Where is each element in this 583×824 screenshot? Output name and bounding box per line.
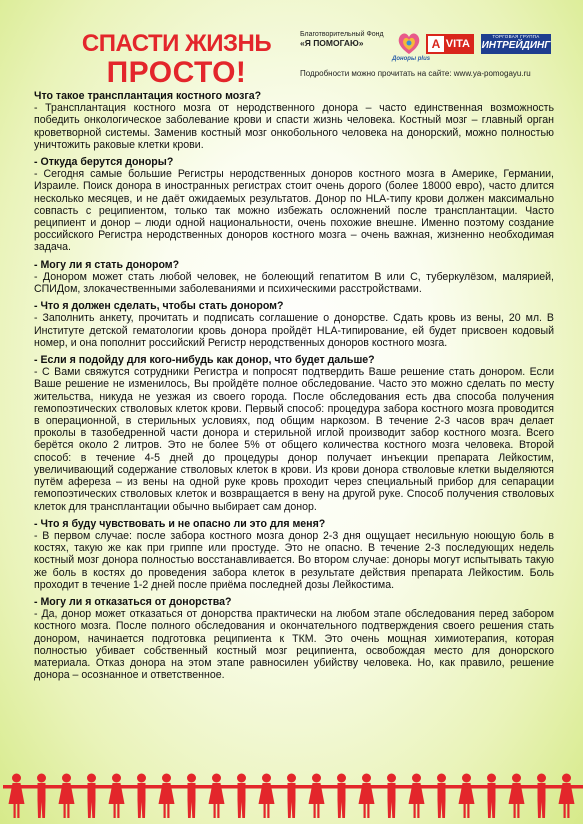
header xyxy=(0,0,583,88)
paper-person-icon xyxy=(528,774,555,819)
faq-answer: - Донором может стать любой человек, не болеющий гепатитом В или С, туберкулёзом, малярией, СПИДом, злокачественными заболеваниями и психическими расстройствами. xyxy=(34,270,554,296)
fund-logo-caption: Доноры plus xyxy=(392,56,431,62)
faq-section xyxy=(34,259,554,296)
fund-caption: Благотворительный Фонд xyxy=(300,31,384,38)
paper-person-icon xyxy=(453,774,480,819)
paper-person-icon xyxy=(578,774,583,819)
faq-question: - Если я подойду для кого-нибудь как донор, что будет дальше? xyxy=(34,354,375,367)
paper-person-icon xyxy=(178,774,205,819)
faq-section xyxy=(34,300,554,349)
paper-person-icon xyxy=(153,774,180,819)
intertrading-logo xyxy=(481,34,551,54)
paper-person-icon xyxy=(253,774,280,819)
faq-answer: - Да, донор может отказаться от донорства практически на любом этапе обследования перед забором костного мозга. После полного обследования и окончательного подтверждения своего решения стать донором, начинается подготовка реципиента к ТКМ. Это очень мощная химиотерапия, которая полностью убивает собственный костный мозг реципиента, освобождая место для донорского материала. Отказ донора на этом этапе равносилен убийству человека. Но, как правило, решение донора – осознанное и ответственное. xyxy=(34,608,554,682)
paper-people-chain xyxy=(0,770,583,824)
paper-person-icon xyxy=(278,774,305,819)
faq-question: - Могу ли я стать донором? xyxy=(34,258,180,271)
faq-section xyxy=(34,156,554,254)
faq-section xyxy=(34,518,554,591)
faq-question: Что такое трансплантация костного мозга? xyxy=(34,90,262,102)
faq-answer: - С Вами свяжутся сотрудники Регистра и попросят подтвердить Ваше решение стать донором. Если Ваше решение не изменилось, Вы пройдёте полное обследование. Часто это можно сделать по месту жительства, никуда не уезжая из своего города. После обследования есть два способа получения гемопоэтических стволовых клеток крови. Первый способ: процедура забора костного мозга проводится в операционной, в стерильных условиях, под общим наркозом. В течение 2-3 часов врач делает проколы в тазобедренной части донора и стерильной иглой производит забор костного мозга. Всего берётся около 2 литров. Это не более 5% от общего количества костного мозга человека. Второй способ: в течение 4-5 дней до процедуры донор получает инъекции препарата Лейкостим, увеличивающий содержание стволовых клеток в крови. Из крови донора стволовые клетки выделяются путём афереза – из вены на одной руке кровь проходит через специальный прибор для сепарации гемопоэтических стволовых клеток и возвращается в вену на другой руке. Способ получения стволовых клеток для трансплантации обычно выбирает сам донор. xyxy=(34,366,554,513)
paper-person-icon xyxy=(378,774,405,819)
paper-person-icon xyxy=(203,774,230,819)
paper-person-icon xyxy=(553,774,580,819)
faq-question: - Что я должен сделать, чтобы стать донором? xyxy=(34,300,284,313)
paper-person-icon xyxy=(128,774,155,819)
avita-logo-text: VITA xyxy=(445,38,470,50)
paper-person-icon xyxy=(103,774,130,819)
faq-answer: - В первом случае: после забора костного мозга донор 2-3 дня ощущает несильную ноющую боль в костях, такую же как при гриппе или простуде. Это не опасно. В течение 2-3 последующих недель костный мозг донора полностью восстанавливается. Во втором случае: доноры могут испытывать такую же боль в костях до проведения забора клеток в результате действия препарата Лейкостим. Боль проходит в течение 1-2 дней после приёма последней дозы Лейкостима. xyxy=(34,529,554,591)
heart-hands-icon xyxy=(395,29,423,57)
avita-logo-letter: А xyxy=(428,36,444,52)
more-info-text: Подробности можно прочитать на сайте: www.ya-pomogayu.ru xyxy=(300,69,531,78)
faq-question: - Откуда берутся доноры? xyxy=(34,156,174,169)
faq-question: - Что я буду чувствовать и не опасно ли это для меня? xyxy=(34,517,326,530)
paper-person-icon xyxy=(3,774,30,819)
faq-section xyxy=(34,354,554,513)
paper-person-icon xyxy=(78,774,105,819)
faq-answer: - Сегодня самые большие Регистры неродственных доноров костного мозга в Америке, Германии, Израиле. Поиск донора в иностранных регистрах стоит очень дорого (более 18000 евро), часто длится несколько месяцев, и не даёт ожидаемых результатов. Донор по HLA-типу крови должен максимально совпасть с реципиентом, только так можно избежать осложнений после трансплантации. Часто реципиент и донор – люди одной национальности, очень похожие внешне. Именно поэтому создание российского Регистра неродственных доноров костного мозга – очень важная, жизненно необходимая задача. xyxy=(34,168,554,254)
page-title xyxy=(74,32,279,88)
fund-block xyxy=(300,30,384,48)
paper-person-icon xyxy=(328,774,355,819)
faq-section xyxy=(34,90,554,151)
paper-person-icon xyxy=(353,774,380,819)
paper-person-icon xyxy=(403,774,430,819)
intertrading-name: ИНТРЕЙДИНГ xyxy=(481,40,551,51)
faq-question: - Могу ли я отказаться от донорства? xyxy=(34,595,232,608)
faq-content xyxy=(34,90,554,686)
fund-name: «Я ПОМОГАЮ» xyxy=(300,38,364,48)
paper-person-icon xyxy=(228,774,255,819)
faq-section xyxy=(34,596,554,681)
title-line-2: ПРОСТО! xyxy=(106,56,247,89)
paper-person-icon xyxy=(53,774,80,819)
paper-person-icon xyxy=(303,774,330,819)
intertrading-caption: ТОРГОВАЯ ГРУППА xyxy=(492,34,540,39)
avita-logo xyxy=(426,34,474,54)
paper-person-icon xyxy=(478,774,505,819)
paper-person-icon xyxy=(503,774,530,819)
title-line-1: СПАСТИ ЖИЗНЬ xyxy=(81,30,272,57)
paper-person-icon xyxy=(428,774,455,819)
faq-answer: - Заполнить анкету, прочитать и подписать соглашение о донорстве. Сдать кровь из вены, 20 мл. В Институте детской гематологии кровь донора пройдёт HLA-типирование, ей будет присвоен кодовый номер, и она пополнит российский Регистр неродственных доноров костного мозга. xyxy=(34,312,554,349)
faq-answer: - Трансплантация костного мозга от неродственного донора – часто единственная возможность победить онкологическое заболевание крови и спасти жизнь человека. Костный мозг – главный орган кроветворной системы. Заменив костный мозг онкобольного человека на донорский, можно полностью уничтожить раковые клетки крови. xyxy=(34,102,554,151)
paper-person-icon xyxy=(28,774,55,819)
